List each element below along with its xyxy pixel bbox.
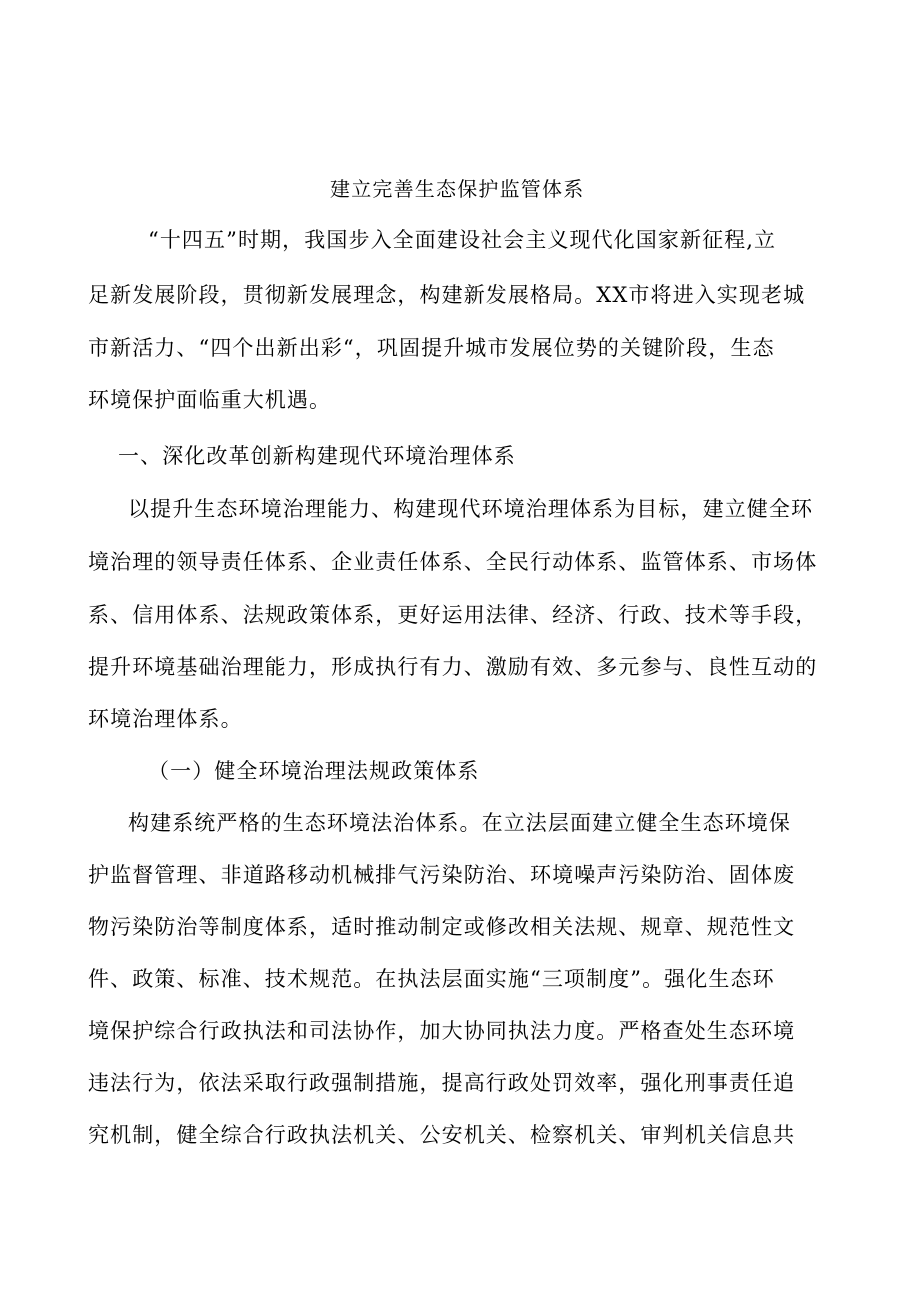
paragraph-line: 系、信用体系、法规政策体系，更好运用法律、经济、行政、技术等手段， <box>88 603 818 627</box>
paragraph-line: 市新活力、“四个出新出彩“，巩固提升城市发展位势的关键阶段，生态 <box>88 336 775 360</box>
paragraph-line: 环境治理体系。 <box>88 707 243 731</box>
paragraph-line: 境治理的领导责任体系、企业责任体系、全民行动体系、监管体系、市场体 <box>88 550 818 574</box>
paragraph-line: 足新发展阶段，贯彻新发展理念，构建新发展格局。XX市将进入实现老城 <box>88 283 806 307</box>
paragraph-line: 件、政策、标准、技术规范。在执法层面实施“三项制度”。强化生态环 <box>88 967 775 991</box>
document-title: 建立完善生态保护监管体系 <box>330 177 585 201</box>
paragraph-line: 究机制，健全综合行政执法机关、公安机关、检察机关、审判机关信息共 <box>88 1123 796 1147</box>
paragraph-line: 环境保护面临重大机遇。 <box>88 388 332 412</box>
paragraph-line: 护监督管理、非道路移动机械排气污染防治、环境噪声污染防治、固体废 <box>88 863 796 887</box>
subsection-heading: （一）健全环境治理法规政策体系 <box>148 759 480 783</box>
paragraph-line: “十四五”时期，我国步入全面建设社会主义现代化国家新征程,立 <box>148 228 777 252</box>
paragraph-line: 提升环境基础治理能力，形成执行有力、激励有效、多元参与、良性互动的 <box>88 655 818 679</box>
paragraph-line: 境保护综合行政执法和司法协作，加大协同执法力度。严格查处生态环境 <box>88 1019 796 1043</box>
paragraph-line: 以提升生态环境治理能力、构建现代环境治理体系为目标，建立健全环 <box>128 497 814 521</box>
paragraph-line: 违法行为，依法采取行政强制措施，提高行政处罚效率，强化刑事责任追 <box>88 1071 796 1095</box>
section-heading: 一、深化改革创新构建现代环境治理体系 <box>118 444 516 468</box>
paragraph-line: 构建系统严格的生态环境法治体系。在立法层面建立健全生态环境保 <box>128 811 791 835</box>
paragraph-line: 物污染防治等制度体系，适时推动制定或修改相关法规、规章、规范性文 <box>88 915 796 939</box>
